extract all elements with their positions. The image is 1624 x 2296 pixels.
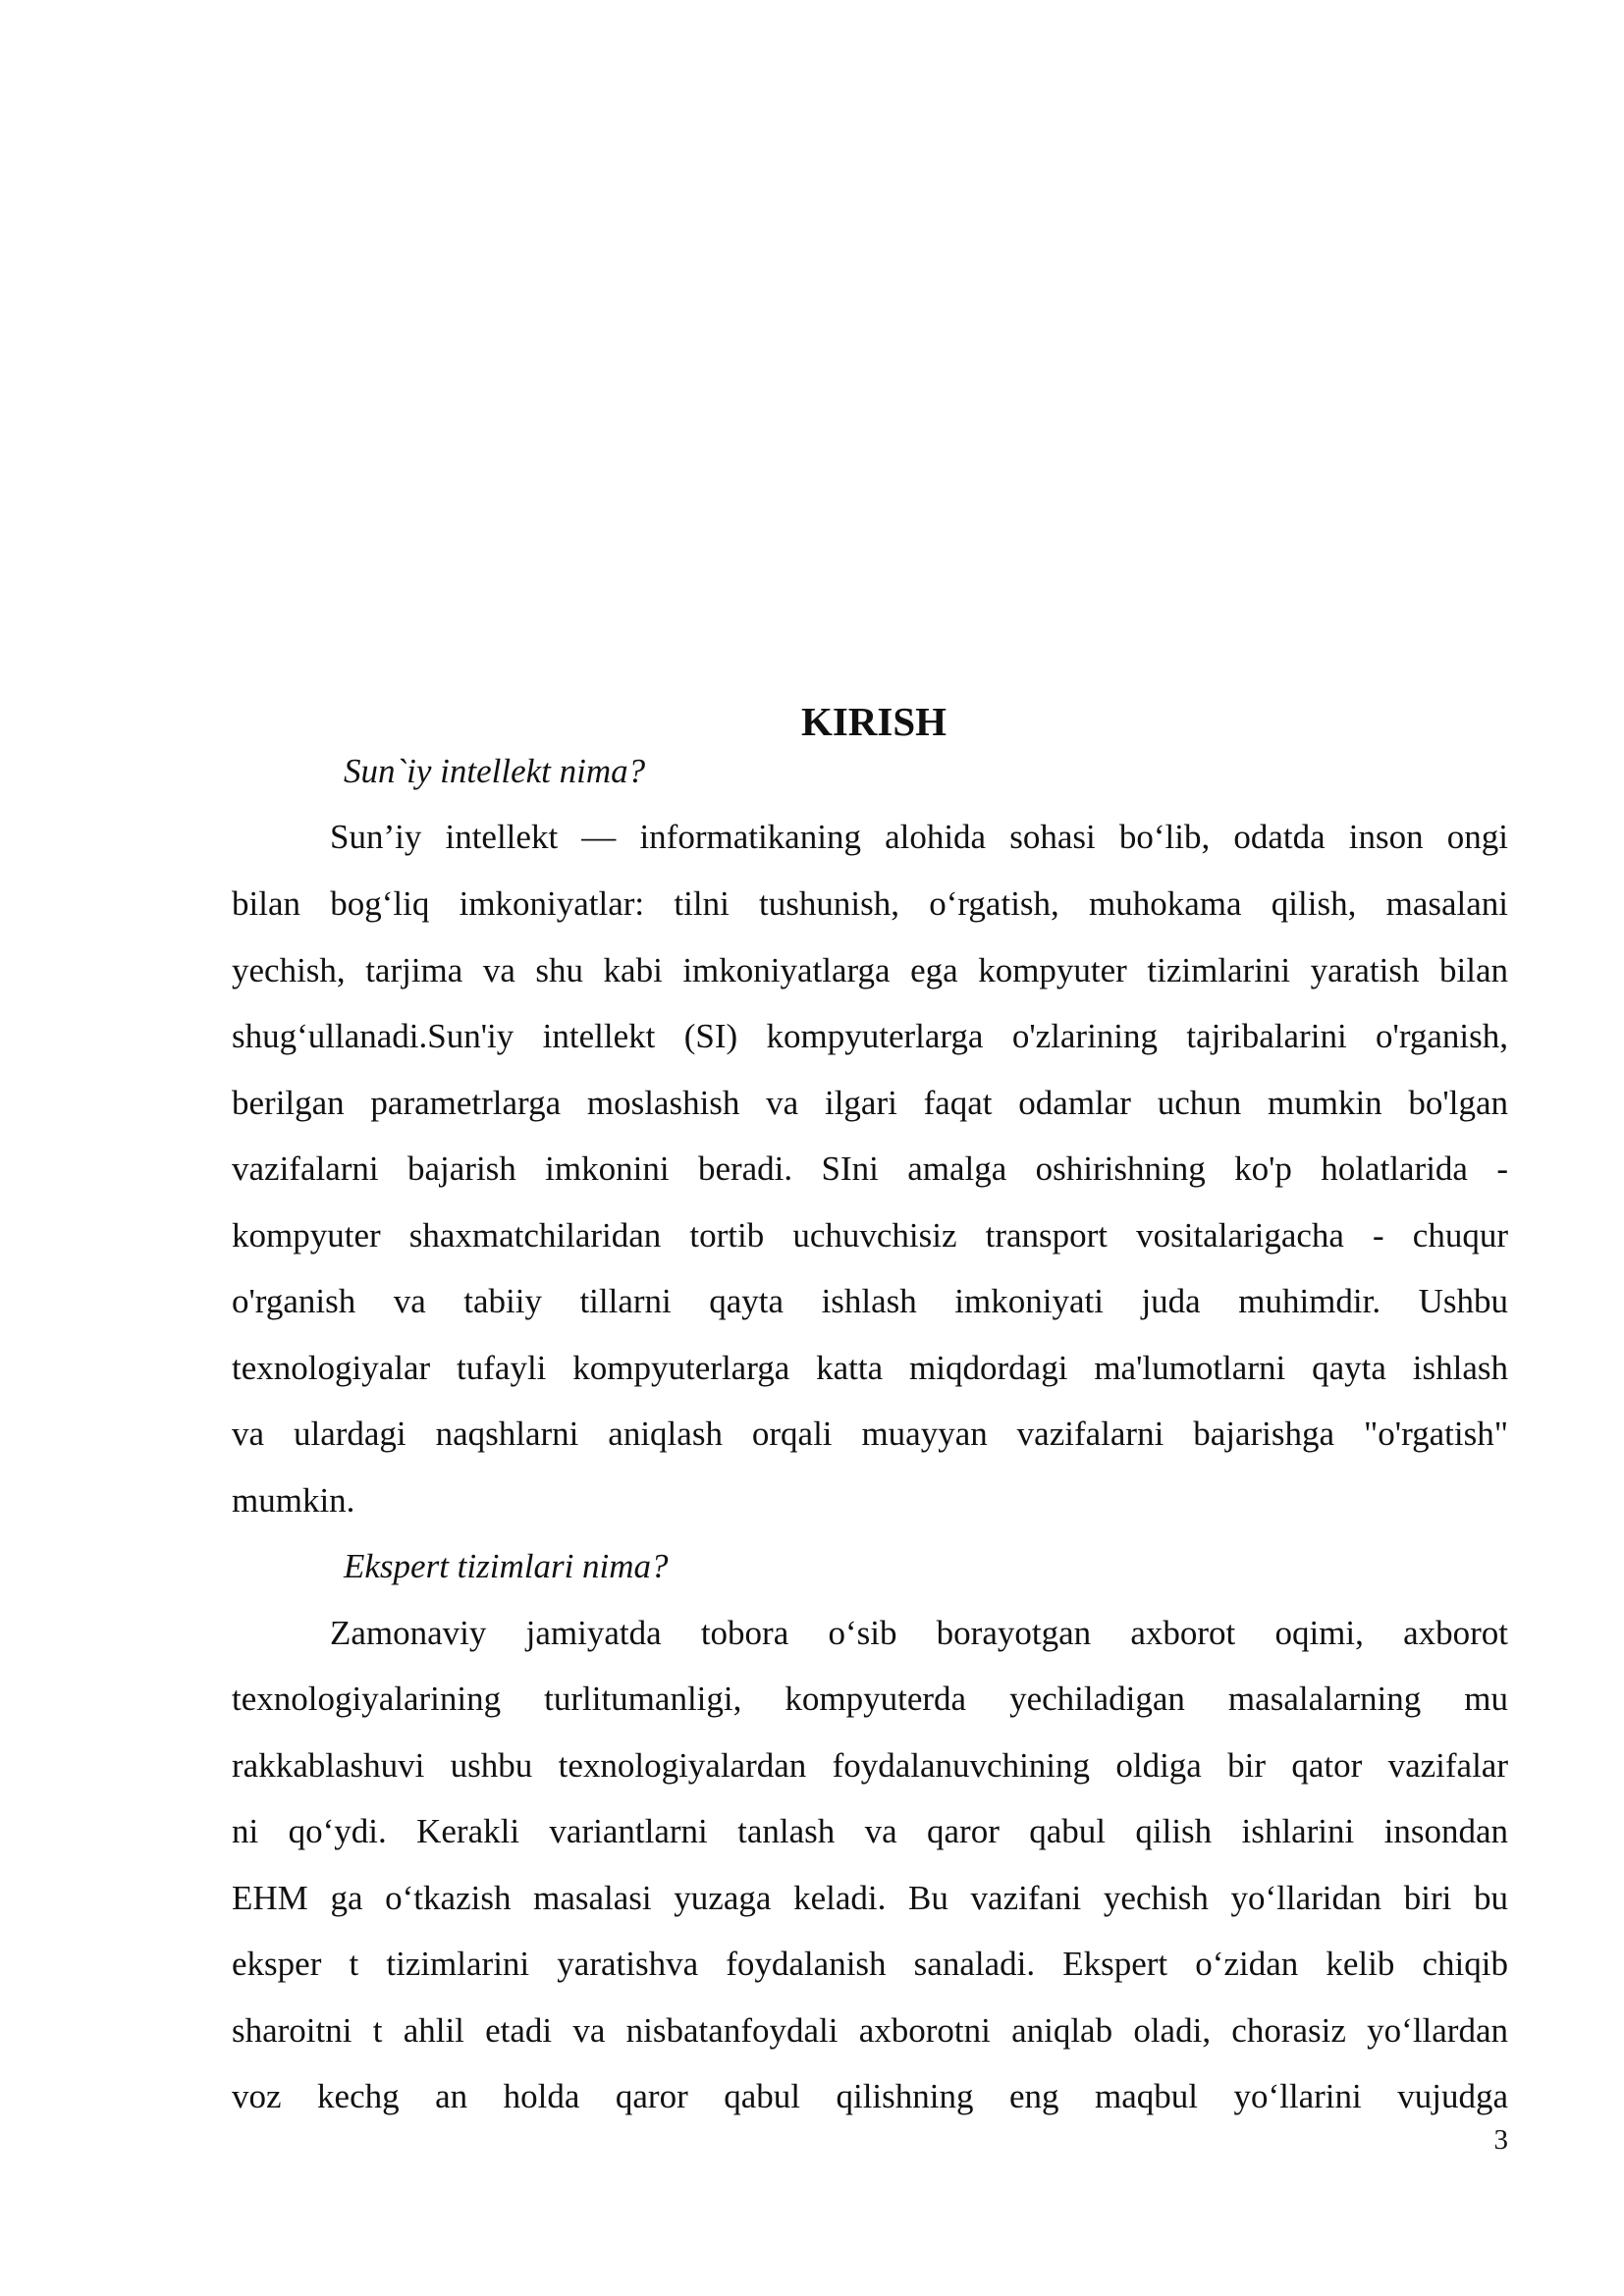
paragraph-line: Zamonaviy jamiyatda tobora o‘sib borayotgan axborot oqimi, axborot [330,1614,1508,1652]
paragraph-line: vazifalarni bajarish imkonini beradi. SIni amalga oshirishning ko'p holatlarida - [232,1149,1508,1188]
paragraph-line: bilan bog‘liq imkoniyatlar: tilni tushunish, o‘rgatish, muhokama qilish, masalani [232,884,1508,923]
section-heading-expert-systems: Ekspert tizimlari nima? [344,1547,669,1585]
paragraph-line: berilgan parametrlarga moslashish va ilgari faqat odamlar uchun mumkin bo'lgan [232,1084,1508,1122]
paragraph-line: yechish, tarjima va shu kabi imkoniyatlarga ega kompyuter tizimlarini yaratish bilan [232,951,1508,989]
paragraph-line: shug‘ullanadi.Sun'iy intellekt (SI) kompyuterlarga o'zlarining tajribalarini o'rganish, [232,1017,1508,1055]
paragraph-line: texnologiyalarining turlitumanligi, kompyuterda yechiladigan masalalarning mu [232,1680,1508,1718]
paragraph-line: EHM ga o‘tkazish masalasi yuzaga keladi. Bu vazifani yechish yo‘llaridan biri bu [232,1879,1508,1917]
paragraph-line: va ulardagi naqshlarni aniqlash orqali muayyan vazifalarni bajarishga "o'rgatish" [232,1415,1508,1453]
paragraph-line: ni qo‘ydi. Kerakli variantlarni tanlash va qaror qabul qilish ishlarini insondan [232,1812,1508,1850]
paragraph-line: kompyuter shaxmatchilaridan tortib uchuvchisiz transport vositalarigacha - chuqur [232,1216,1508,1255]
paragraph-line: o'rganish va tabiiy tillarni qayta ishlash imkoniyati juda muhimdir. Ushbu [232,1282,1508,1320]
page-title: KIRISH [800,699,947,744]
paragraph-line: voz kechg an holda qaror qabul qilishning eng maqbul yo‘llarini vujudga [232,2077,1508,2115]
paragraph-line: sharoitni t ahlil etadi va nisbatanfoydali axborotni aniqlab oladi, chorasiz yo‘llardan [232,2011,1508,2050]
paragraph-line: eksper t tizimlarini yaratishva foydalanish sanaladi. Ekspert o‘zidan kelib chiqib [232,1945,1508,1983]
section-heading-ai: Sun`iy intellekt nima? [344,752,646,790]
page-number: 3 [1493,2124,1508,2156]
paragraph-line: texnologiyalar tufayli kompyuterlarga katta miqdordagi ma'lumotlarni qayta ishlash [232,1349,1508,1387]
paragraph-line: rakkablashuvi ushbu texnologiyalardan foydalanuvchining oldiga bir qator vazifalar [232,1746,1508,1785]
paragraph-line: Sun’iy intellekt — informatikaning alohida sohasi bo‘lib, odatda inson ongi [330,818,1508,856]
paragraph-line: mumkin. [232,1481,355,1520]
